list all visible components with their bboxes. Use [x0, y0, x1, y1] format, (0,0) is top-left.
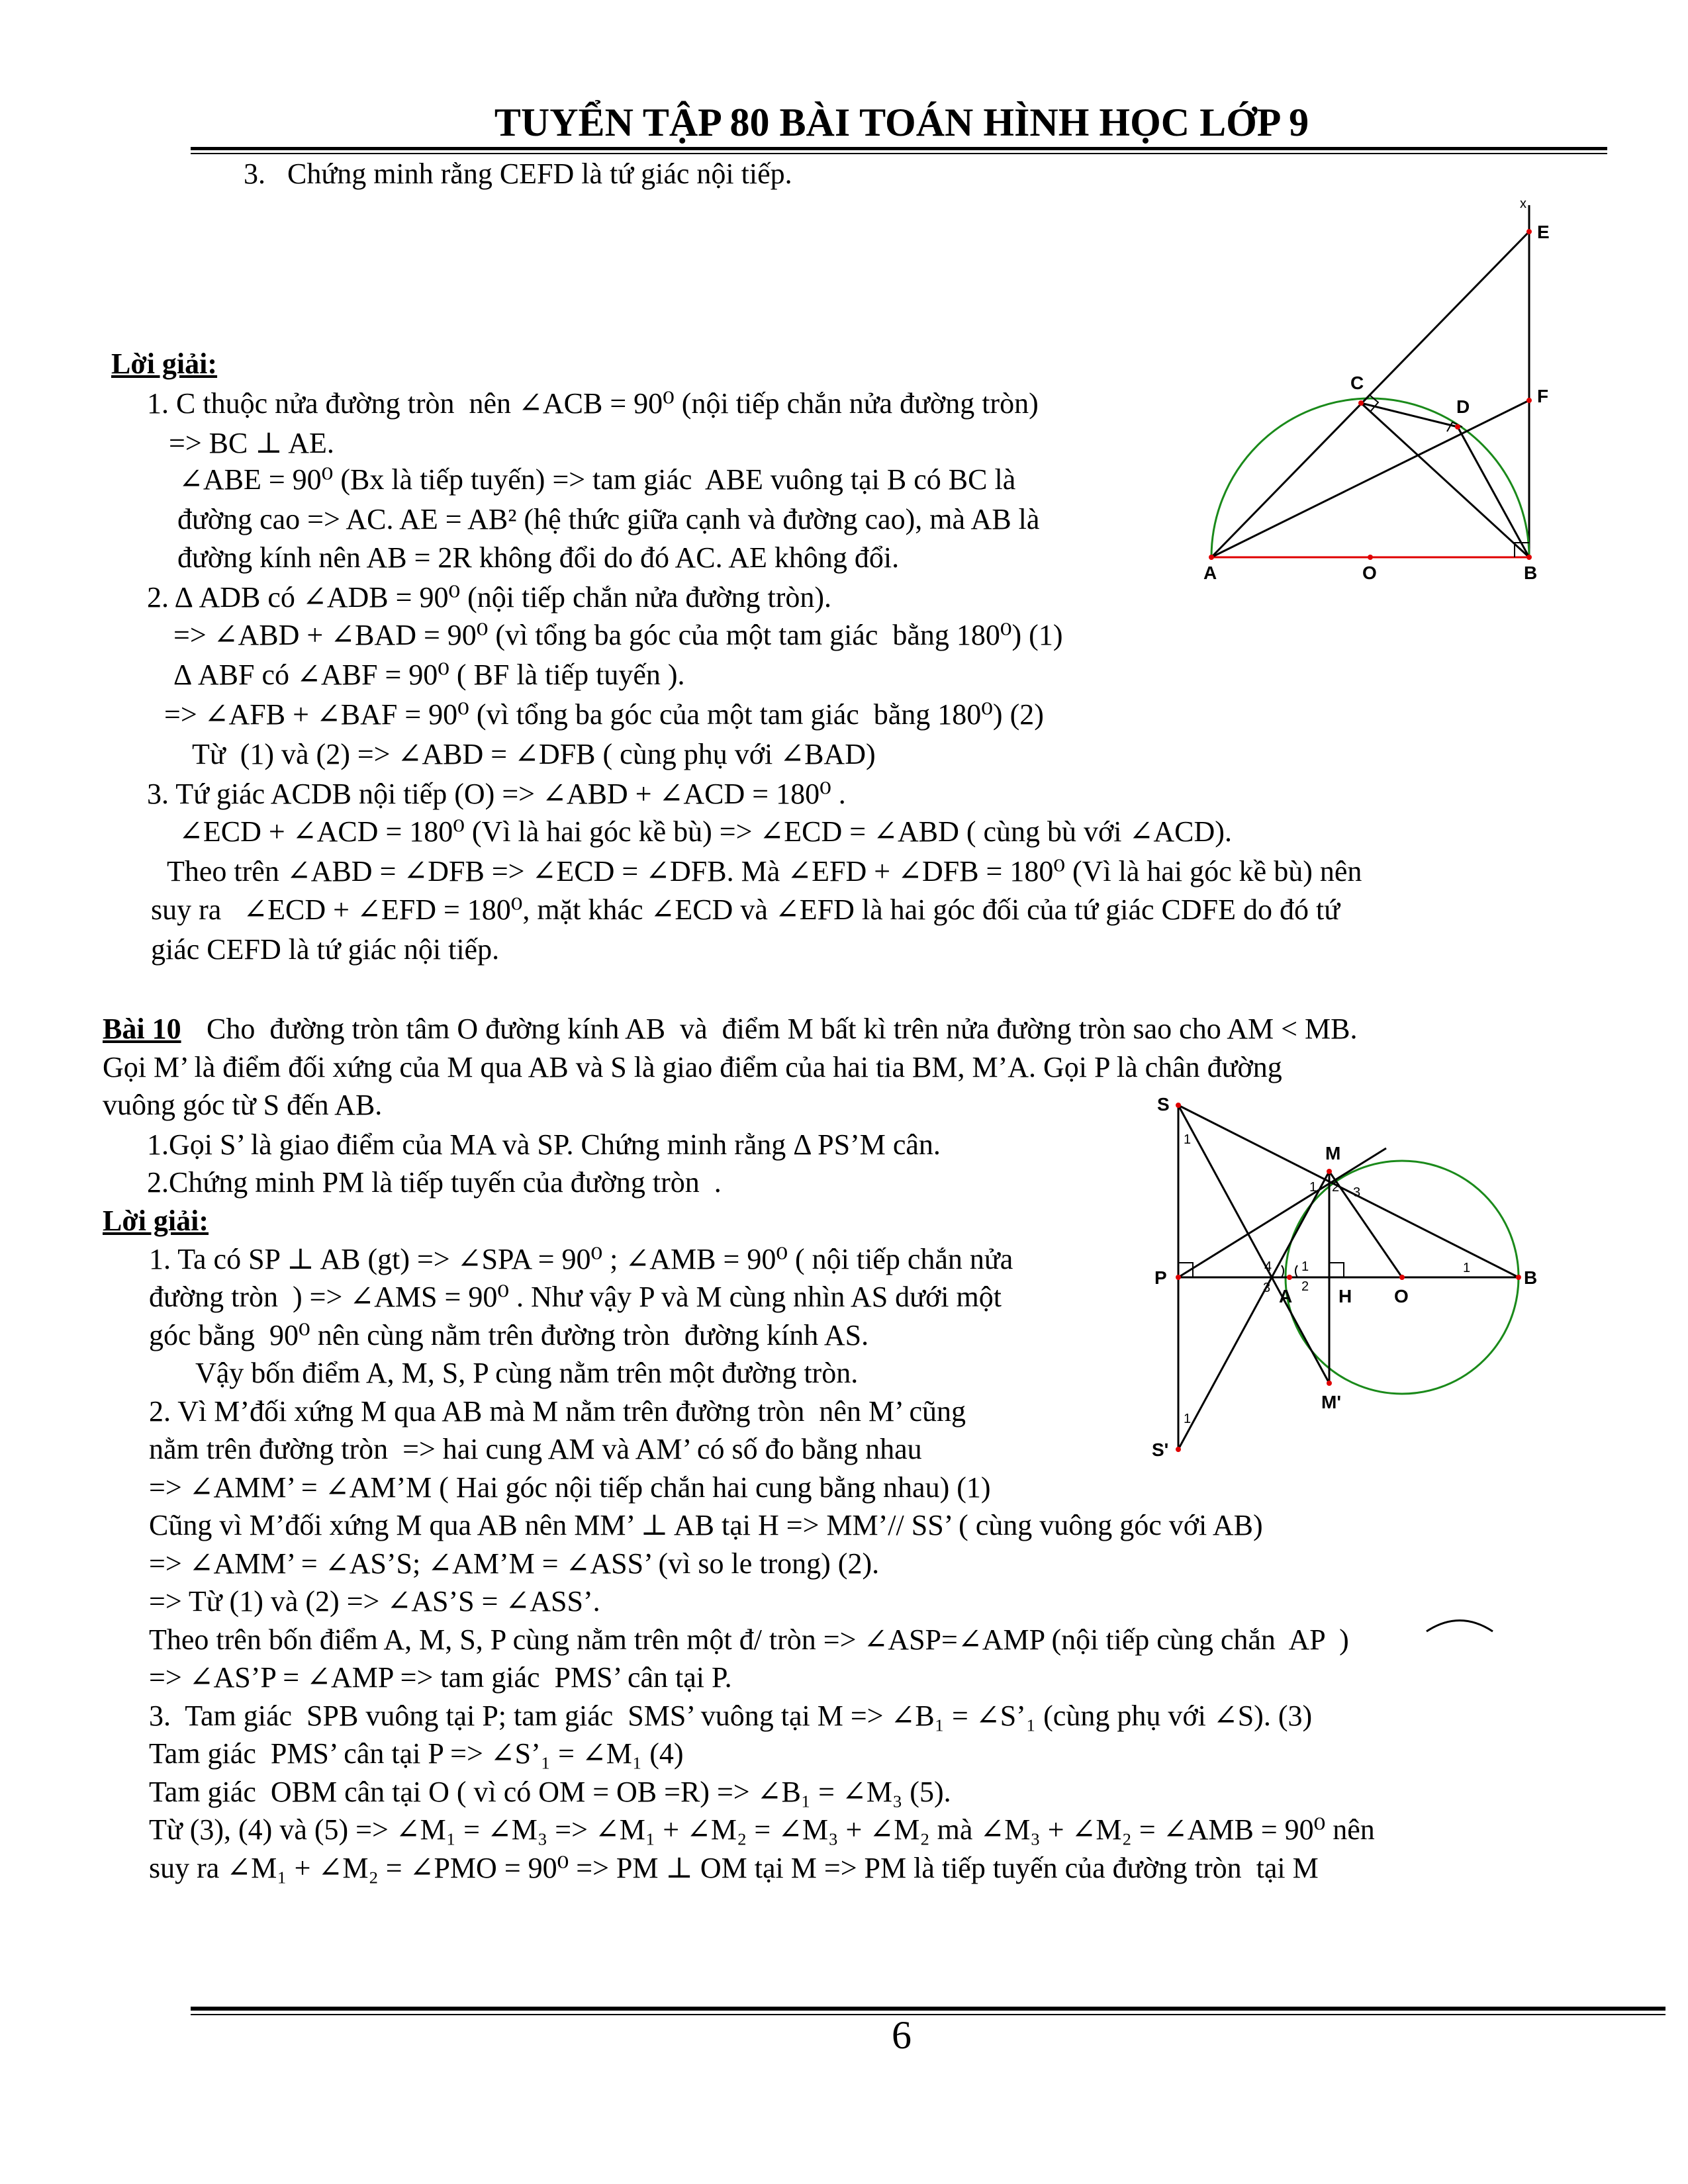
point-s	[1176, 1103, 1181, 1108]
text-line: giác CEFD là tứ giác nội tiếp.	[151, 933, 500, 966]
point-d	[1455, 424, 1460, 430]
line-bc	[1361, 403, 1529, 557]
text-line: 1.Gọi S’ là giao điểm của MA và SP. Chứng minh rằng Δ PS’M cân.	[147, 1128, 941, 1161]
point-p	[1176, 1275, 1181, 1280]
text-line: đường kính nên AB = 2R không đổi do đó AC. AE không đổi.	[177, 541, 900, 574]
text-line: suy ra ∠ECD + ∠EFD = 180⁰, mặt khác ∠ECD và ∠EFD là hai góc đối của tứ giác CDFE do đó tứ	[151, 893, 1340, 926]
problem-label: Bài 10	[103, 1013, 181, 1045]
label: P	[1154, 1267, 1167, 1288]
section-heading: Lời giải:	[111, 347, 218, 380]
text-line: 3. Chứng minh rằng CEFD là tứ giác nội tiếp.	[244, 158, 792, 190]
point-s-prime	[1176, 1447, 1181, 1452]
label: 1	[1309, 1180, 1317, 1195]
figure-2	[1145, 1092, 1556, 1476]
text-line: => ∠AS’P = ∠AMP => tam giác PMS’ cân tại P.	[149, 1661, 732, 1694]
text-line: => Từ (1) và (2) => ∠AS’S = ∠ASS’.	[149, 1585, 600, 1617]
point-m	[1327, 1169, 1332, 1174]
label: M	[1325, 1143, 1341, 1163]
text-line: Cũng vì M’đối xứng M qua AB nên MM’ ⊥ AB tại H => MM’// SS’ ( cùng vuông góc với AB)	[149, 1509, 1263, 1541]
label: O	[1362, 563, 1377, 583]
text-line: 3. Tam giác SPB vuông tại P; tam giác SMS’ vuông tại M => ∠B₁ = ∠S’₁ (cùng phụ với ∠S). (3)	[149, 1700, 1313, 1732]
text-line: suy ra ∠M₁ + ∠M₂ = ∠PMO = 90⁰ => PM ⊥ OM tại M => PM là tiếp tuyến của đường tròn tại M	[149, 1852, 1319, 1884]
point-f	[1526, 398, 1532, 403]
text-line: Theo trên ∠ABD = ∠DFB => ∠ECD = ∠DFB. Mà ∠EFD + ∠DFB = 180⁰ (Vì là hai góc kề bù) nên	[167, 855, 1362, 887]
text-line: Tam giác PMS’ cân tại P => ∠S’₁ = ∠M₁ (4)	[149, 1737, 684, 1770]
label: D	[1456, 396, 1470, 417]
label: S'	[1152, 1439, 1169, 1460]
text-line: vuông góc từ S đến AB.	[103, 1089, 383, 1121]
text-line: Tam giác OBM cân tại O ( vì có OM = OB =R) => ∠B₁ = ∠M₃ (5).	[149, 1776, 951, 1808]
text-line: ∠ABE = 90⁰ (Bx là tiếp tuyến) => tam giác ABE vuông tại B có BC là	[179, 463, 1016, 496]
right-angle-h	[1329, 1263, 1344, 1277]
point-m-prime	[1327, 1381, 1332, 1386]
point-o	[1368, 555, 1373, 560]
text-line: Gọi M’ là điểm đối xứng của M qua AB và S là giao điểm của hai tia BM, M’A. Gọi P là chân đường	[103, 1051, 1282, 1083]
text-line: Cho đường tròn tâm O đường kính AB và điểm M bất kì trên nửa đường tròn sao cho AM < MB.	[192, 1013, 1358, 1045]
label: M'	[1321, 1392, 1341, 1412]
text-line: => BC ⊥ AE.	[169, 427, 334, 459]
label: H	[1338, 1286, 1352, 1306]
text-line: góc bằng 90⁰ nên cùng nằm trên đường tròn đường kính AS.	[149, 1319, 869, 1351]
label: 1	[1463, 1261, 1471, 1275]
text-line: Từ (3), (4) và (5) => ∠M₁ = ∠M₃ => ∠M₁ + ∠M₂ = ∠M₃ + ∠M₂ mà ∠M₃ + ∠M₂ = ∠AMB = 90⁰ nên	[149, 1813, 1375, 1846]
line-cd	[1361, 403, 1458, 427]
line-sb	[1178, 1105, 1519, 1277]
label: C	[1350, 373, 1364, 393]
text-line: đường cao => AC. AE = AB² (hệ thức giữa cạnh và đường cao), mà AB là	[177, 503, 1040, 535]
text-line: 1. Ta có SP ⊥ AB (gt) => ∠SPA = 90⁰ ; ∠AMB = 90⁰ ( nội tiếp chắn nửa	[149, 1243, 1013, 1275]
page-number: 6	[892, 2013, 912, 2057]
label: E	[1537, 222, 1550, 242]
point-a	[1287, 1275, 1292, 1280]
text-line: => ∠ABD + ∠BAD = 90⁰ (vì tổng ba góc của một tam giác bằng 180⁰) (1)	[173, 619, 1063, 651]
point-a	[1209, 555, 1214, 560]
text-line: => ∠AFB + ∠BAF = 90⁰ (vì tổng ba góc của một tam giác bằng 180⁰) (2)	[164, 698, 1044, 731]
text-line: ∠ECD + ∠ACD = 180⁰ (Vì là hai góc kề bù) => ∠ECD = ∠ABD ( cùng bù với ∠ACD).	[179, 815, 1232, 848]
point-e	[1526, 229, 1532, 234]
label: A	[1203, 563, 1217, 583]
text-line: Vậy bốn điểm A, M, S, P cùng nằm trên một đường tròn.	[195, 1357, 859, 1389]
text-line: Theo trên bốn điểm A, M, S, P cùng nằm trên một đ/ tròn => ∠ASP=∠AMP (nội tiếp cùng chắn AP )	[149, 1623, 1349, 1656]
line-af	[1211, 400, 1529, 557]
label: O	[1394, 1286, 1409, 1306]
label: B	[1524, 563, 1538, 583]
point-c	[1358, 400, 1364, 406]
label: 1	[1301, 1259, 1309, 1274]
text-line: => ∠AMM’ = ∠AS’S; ∠AM’M = ∠ASS’ (vì so le trong) (2).	[149, 1547, 880, 1580]
text-line: Δ ABF có ∠ABF = 90⁰ ( BF là tiếp tuyến ).	[173, 659, 685, 691]
header-rule-thin	[191, 153, 1607, 154]
text-line: 2.Chứng minh PM là tiếp tuyến của đường tròn .	[147, 1166, 722, 1199]
right-angle-c	[1369, 394, 1378, 412]
text-line: 3. Tứ giác ACDB nội tiếp (O) => ∠ABD + ∠ACD = 180⁰ .	[147, 778, 846, 810]
label: B	[1524, 1267, 1538, 1288]
page-title: TUYỂN TẬP 80 BÀI TOÁN HÌNH HỌC LỚP 9	[494, 101, 1309, 144]
label: 3	[1263, 1281, 1271, 1295]
line-ae	[1211, 232, 1529, 557]
point-o	[1399, 1275, 1405, 1280]
angle-arc-a2	[1295, 1265, 1297, 1277]
text-line: nằm trên đường tròn => hai cung AM và AM’ có số đo bằng nhau	[149, 1433, 922, 1465]
text-line: 2. Δ ADB có ∠ADB = 90⁰ (nội tiếp chắn nửa đường tròn).	[147, 581, 832, 614]
line-bd	[1458, 427, 1529, 557]
text-line: 2. Vì M’đối xứng M qua AB mà M nằm trên đường tròn nên M’ cũng	[149, 1395, 966, 1428]
text-line: 1. C thuộc nửa đường tròn nên ∠ACB = 90⁰ (nội tiếp chắn nửa đường tròn)	[147, 387, 1039, 420]
line-s-prime-m	[1178, 1171, 1329, 1449]
point-b	[1526, 555, 1532, 560]
footer-rule-thick	[191, 2007, 1665, 2011]
label: x	[1520, 197, 1526, 211]
line-mo	[1329, 1171, 1402, 1277]
label: A	[1279, 1286, 1293, 1306]
arc-mark	[1423, 1615, 1496, 1635]
label: 1	[1184, 1412, 1192, 1426]
angle-arc-a1	[1282, 1265, 1284, 1277]
label: F	[1537, 386, 1549, 406]
point-b	[1516, 1275, 1521, 1280]
figure-1	[1192, 192, 1562, 589]
label: 1	[1184, 1132, 1192, 1147]
label: S	[1157, 1094, 1170, 1115]
text-line: => ∠AMM’ = ∠AM’M ( Hai góc nội tiếp chắn hai cung bằng nhau) (1)	[149, 1471, 991, 1504]
header-rule-thick	[191, 147, 1607, 150]
label: 2	[1301, 1279, 1309, 1294]
label: 4	[1264, 1259, 1272, 1274]
line-sm-prime	[1178, 1105, 1329, 1383]
text-line: Từ (1) và (2) => ∠ABD = ∠DFB ( cùng phụ với ∠BAD)	[192, 738, 876, 770]
section-heading: Lời giải:	[103, 1205, 209, 1237]
label: 3	[1353, 1185, 1361, 1200]
label: 2	[1332, 1180, 1340, 1195]
text-line: đường tròn ) => ∠AMS = 90⁰ . Như vậy P và M cùng nhìn AS dưới một	[149, 1281, 1002, 1313]
